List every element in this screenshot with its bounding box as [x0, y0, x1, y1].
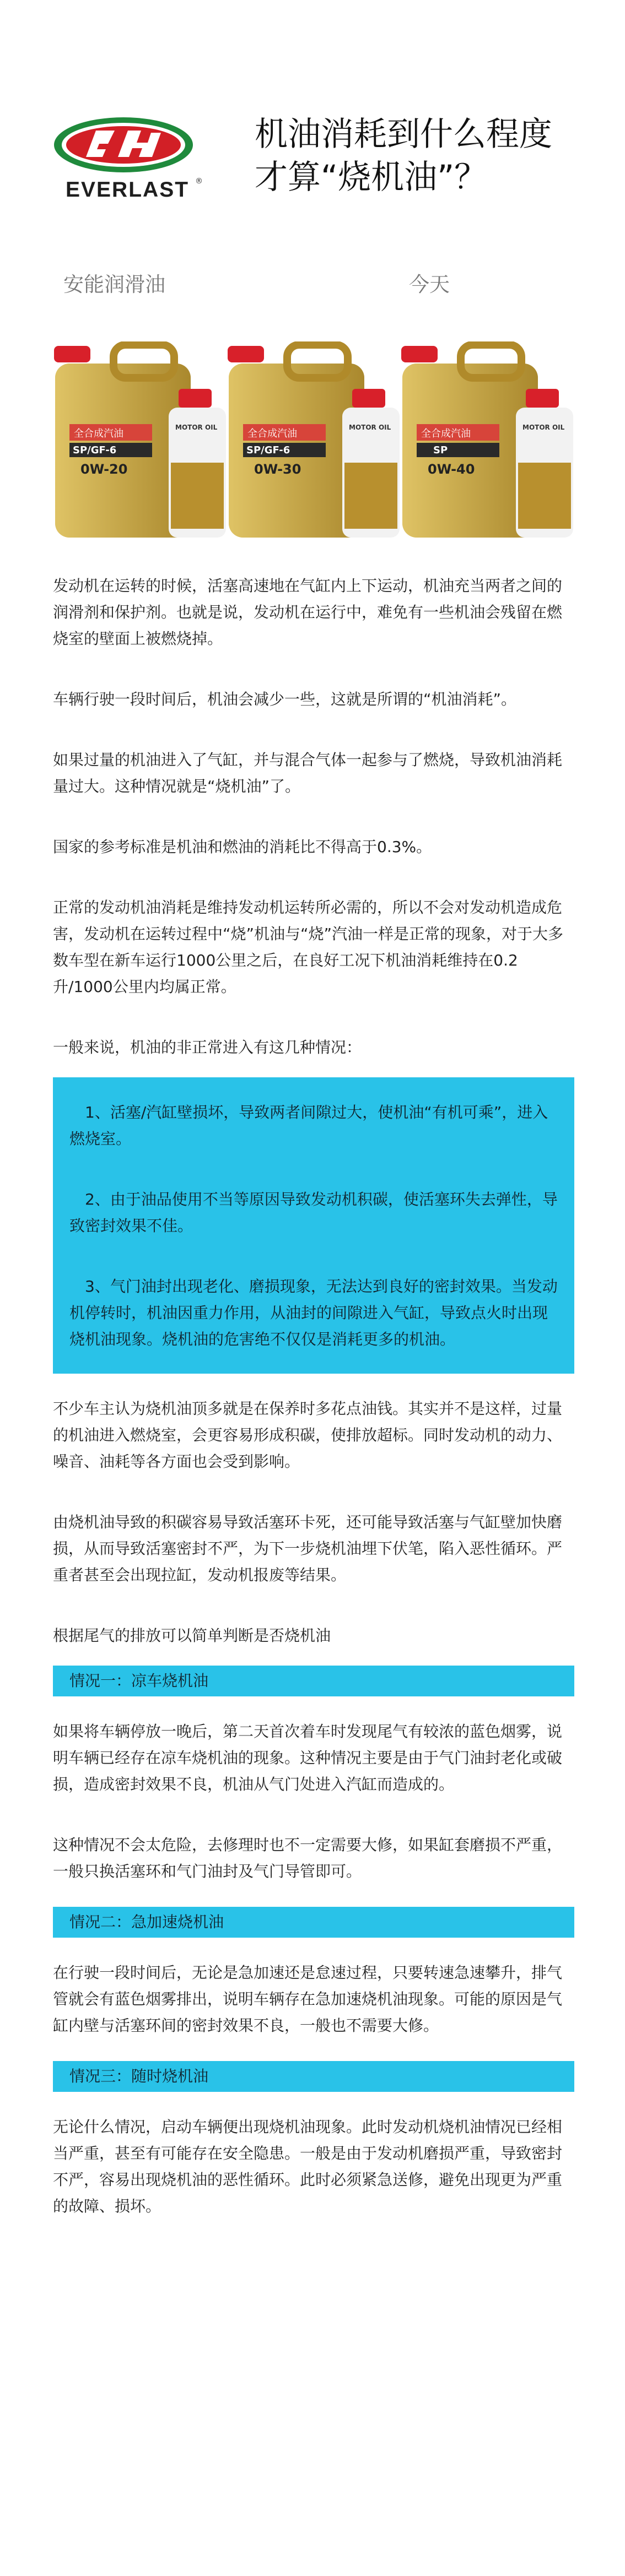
- section-heading-acceleration: 情况二：急加速烧机油: [53, 1907, 574, 1938]
- product-badge: 全合成汽油: [74, 428, 123, 440]
- product-badge: 全合成汽油: [247, 428, 297, 440]
- everlast-logo: [53, 113, 218, 223]
- section-heading-cold-start: 情况一：凉车烧机油: [53, 1666, 574, 1696]
- title-line-2: 才算“烧机油”？: [255, 158, 488, 197]
- product-grade: SP: [433, 444, 448, 456]
- paragraph-abnormal-cases: 一般来说，机油的非正常进入有这几种情况：: [53, 1038, 362, 1056]
- brand-name-label: 安能润滑油: [63, 273, 165, 296]
- product-badge: 全合成汽油: [421, 428, 471, 440]
- oil-bottle-0w40: [400, 341, 576, 540]
- product-images: [53, 341, 576, 540]
- title-line-1: 机油消耗到什么程度: [255, 115, 552, 154]
- product-viscosity: 0W-30: [254, 462, 301, 477]
- causes-callout: [53, 1077, 574, 1374]
- section-paragraph: 如果将车辆停放一晚后，第二天首次着车时发现尾气有较浓的蓝色烟雾，说明车辆已经存在凉车烧机油的现象。这种情况主要是由于气门油封老化或破损，造成密封效果不良，机油从气门处进入汽缸而造成的。: [53, 1722, 563, 1793]
- product-grade: SP/GF-6: [73, 444, 117, 456]
- product-grade: SP/GF-6: [246, 444, 290, 456]
- oil-bottle-0w20: [53, 341, 229, 540]
- section-paragraph: 无论什么情况，启动车辆便出现烧机油现象。此时发动机烧机油情况已经相当严重，甚至有可能存在安全隐患。一般是由于发动机磨损严重，导致密封不严，容易出现烧机油的恶性循环。此时必须紧急送修，避免出现更为严重的故障、损坏。: [53, 2118, 563, 2215]
- cause-item: 1、活塞/汽缸壁损坏，导致两者间隙过大，使机油“有机可乘”，进入燃烧室。: [69, 1103, 548, 1148]
- section-heading-anytime: 情况三：随时烧机油: [53, 2061, 574, 2092]
- logo-mark-icon: [53, 113, 218, 179]
- paragraph-engine-intro: 发动机在运转的时候，活塞高速地在气缸内上下运动，机油充当两者之间的润滑剂和保护剂。也就是说，发动机在运行中，难免有一些机油会残留在燃烧室的壁面上被燃烧掉。: [53, 577, 563, 648]
- paragraph-oil-consumption: 车辆行驶一段时间后，机油会减少一些，这就是所谓的“机油消耗”。: [53, 690, 517, 708]
- oil-bottle-0w30: [227, 341, 403, 540]
- paragraph-burning-oil: 如果过量的机油进入了气缸，并与混合气体一起参与了燃烧，导致机油消耗量过大。这种情况就是“烧机油”了。: [53, 751, 563, 795]
- product-small-text: MOTOR OIL: [522, 424, 565, 431]
- product-small-text: MOTOR OIL: [175, 424, 218, 431]
- paragraph-normal-consumption: 正常的发动机油消耗是维持发动机运转所必需的，所以不会对发动机造成危害，发动机在运转过程中“烧”机油与“烧”汽油一样是正常的现象，对于大多数车型在新车运行1000公里之后，在良好工况下机油消耗维持在0.2升/1000公里内均属正常。: [53, 898, 564, 996]
- paragraph-national-standard: 国家的参考标准是机油和燃油的消耗比不得高于0.3%。: [53, 838, 432, 856]
- paragraph-owner-misconception: 不少车主认为烧机油顶多就是在保养时多花点油钱。其实并不是这样，过量的机油进入燃烧室，会更容易形成积碳，使排放超标。同时发动机的动力、噪音、油耗等各方面也会受到影响。: [53, 1400, 563, 1471]
- product-viscosity: 0W-40: [428, 462, 475, 477]
- logo-text: EVERLAST: [66, 178, 190, 202]
- cause-item: 3、气门油封出现老化、磨损现象，无法达到良好的密封效果。当发动机停转时，机油因重力作用，从油封的间隙进入气缸，导致点火时出现烧机油现象。烧机油的危害绝不仅仅是消耗更多的机油。: [69, 1277, 558, 1348]
- product-viscosity: 0W-20: [80, 462, 128, 477]
- today-label: 今天: [409, 273, 450, 296]
- paragraph-carbon-deposit: 由烧机油导致的积碳容易导致活塞环卡死，还可能导致活塞与气缸壁加快磨损，从而导致活塞密封不严，为下一步烧机油埋下伏笔，陷入恶性循环。严重者甚至会出现拉缸，发动机报废等结果。: [53, 1513, 563, 1584]
- article-body: [53, 573, 574, 2220]
- paragraph-exhaust-judgement: 根据尾气的排放可以简单判断是否烧机油: [53, 1626, 331, 1645]
- section-paragraph: 这种情况不会太危险，去修理时也不一定需要大修，如果缸套磨损不严重，一般只换活塞环和气门油封及气门导管即可。: [53, 1836, 563, 1880]
- product-small-text: MOTOR OIL: [349, 424, 391, 431]
- registered-mark: ®: [195, 177, 203, 186]
- cause-item: 2、由于油品使用不当等原因导致发动机积碳，使活塞环失去弹性，导致密封效果不佳。: [69, 1190, 558, 1235]
- page-title: [255, 113, 607, 199]
- section-paragraph: 在行驶一段时间后，无论是急加速还是怠速过程，只要转速急速攀升，排气管就会有蓝色烟雾排出，说明车辆存在急加速烧机油现象。可能的原因是气缸内壁与活塞环间的密封效果不良，一般也不需要大修。: [53, 1964, 563, 2035]
